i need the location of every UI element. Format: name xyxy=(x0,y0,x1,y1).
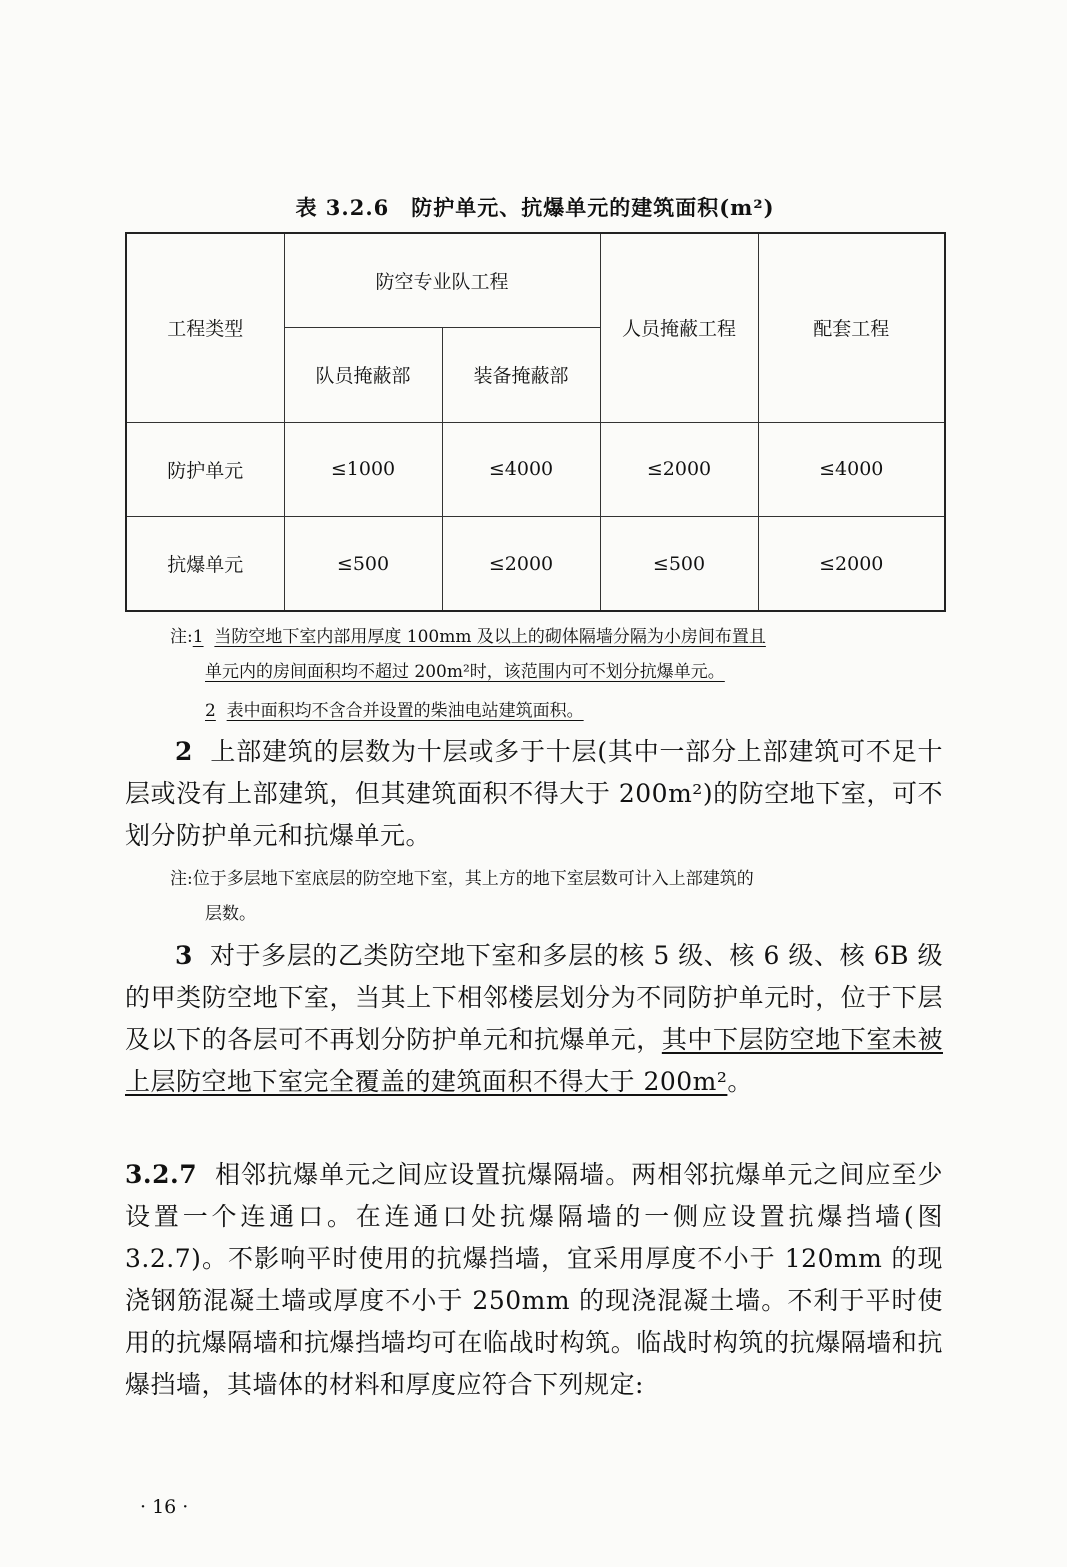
note-1-line-2: 单元内的房间面积均不超过 200m²时，该范围内可不划分抗爆单元。 xyxy=(205,662,725,682)
header-equipment-shelter: 装备掩蔽部 xyxy=(442,328,600,423)
clause-3-2-7-text: 相邻抗爆单元之间应设置抗爆隔墙。两相邻抗爆单元之间应至少设置一个连通口。在连通口处抗爆隔墙的一侧应设置抗爆挡墙(图 3.2.7)。不影响平时使用的抗爆挡墙，宜采用厚度不小于 120mm 的现浇钢筋混凝土墙或厚度不小于 250mm 的现浇混凝土墙。不利于平时使用的抗爆隔墙和抗爆挡墙均可在临战时构筑。临战时构筑的抗爆隔墙和抗爆挡墙，其墙体的材料和厚度应符合下列规定: xyxy=(125,1160,943,1399)
row-label: 抗爆单元 xyxy=(126,517,284,612)
item-2-note-line-1: 注:位于多层地下室底层的防空地下室，其上方的地下室层数可计入上部建筑的 xyxy=(170,869,754,889)
table-cell: ≤4000 xyxy=(442,422,600,517)
table-cell: ≤2000 xyxy=(758,517,945,612)
table-note-2 xyxy=(205,696,945,726)
item-3-text-underlined: 其中下层防空地下室未被上层防空地下室完全覆盖的建筑面积不得大于 200m² xyxy=(125,1025,943,1096)
table-cell: ≤2000 xyxy=(600,422,758,517)
header-personnel-shelter: 人员掩蔽工程 xyxy=(600,233,758,422)
item-3-paragraph xyxy=(125,935,943,1103)
header-crew-shelter: 队员掩蔽部 xyxy=(284,328,442,423)
table-row xyxy=(126,422,945,517)
item-2-note xyxy=(170,864,945,894)
table-note-1 xyxy=(170,622,950,652)
item-2-number: 2 xyxy=(175,737,193,766)
header-support-project: 配套工程 xyxy=(758,233,945,422)
table-cell: ≤500 xyxy=(600,517,758,612)
row-label: 防护单元 xyxy=(126,422,284,517)
note-2-number: 2 xyxy=(205,701,216,721)
table-cell: ≤4000 xyxy=(758,422,945,517)
clause-number: 3.2.7 xyxy=(125,1160,198,1189)
page-number: · 16 · xyxy=(140,1496,189,1518)
header-group-professional-team: 防空专业队工程 xyxy=(284,233,600,328)
item-2-note-cont xyxy=(205,899,945,929)
item-3-text-a: 对于多层的乙类防空地下室和多层的核 5 级、核 6 级、核 6B 级的甲类防空地下室，当其上下相邻楼层划分为不同防护单元时，位于下层及以下的各层可不再划分防护单元和抗爆单元， xyxy=(125,941,943,1054)
table-caption: 表 3.2.6 防护单元、抗爆单元的建筑面积(m²) xyxy=(295,195,775,220)
table-cell: ≤2000 xyxy=(442,517,600,612)
note-1-number: 1 xyxy=(192,627,204,647)
item-3-number: 3 xyxy=(175,941,193,970)
area-table xyxy=(125,232,946,612)
note-1-line-1: 当防空地下室内部用厚度 100mm 及以上的砌体隔墙分隔为小房间布置且 xyxy=(214,627,766,647)
note-prefix: 注: xyxy=(170,627,193,647)
header-project-type: 工程类型 xyxy=(126,233,284,422)
note-2-text: 表中面积均不含合并设置的柴油电站建筑面积。 xyxy=(226,701,584,721)
clause-3-2-7-paragraph xyxy=(125,1154,943,1406)
table-cell: ≤500 xyxy=(284,517,442,612)
item-2-text: 上部建筑的层数为十层或多于十层(其中一部分上部建筑可不足十层或没有上部建筑，但其建筑面积不得大于 200m²)的防空地下室，可不划分防护单元和抗爆单元。 xyxy=(125,737,943,850)
table-cell: ≤1000 xyxy=(284,422,442,517)
item-2-note-line-2: 层数。 xyxy=(205,904,256,924)
table-row xyxy=(126,517,945,612)
item-3-text-end: 。 xyxy=(727,1067,753,1096)
table-note-1-cont xyxy=(205,657,945,687)
item-2-paragraph xyxy=(125,731,943,857)
